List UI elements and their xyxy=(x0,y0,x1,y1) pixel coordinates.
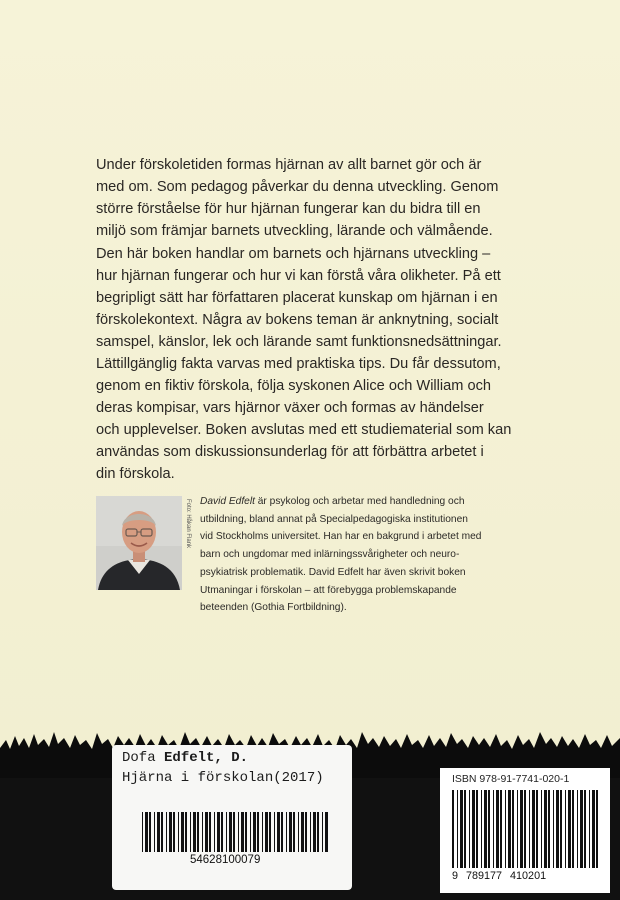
barcode-bar xyxy=(544,790,547,868)
isbn-barcode xyxy=(450,790,600,868)
blurb-paragraph-3: Lättillgänglig fakta varvas med praktiska tips. Du får dessutom, genom en fiktiv förskola, följa syskonen Alice och William och deras kompisar, vars hjärnor växer och formas av händelser och upplevelser. Boken avslutas med ett studiematerial som kan användas som diskussionsunderlag för att förbättra arbetet i din förskola. xyxy=(96,356,512,482)
barcode-bar xyxy=(265,812,268,852)
barcode-bar xyxy=(529,790,530,868)
barcode-bar xyxy=(262,812,263,852)
isbn-digits: 9 789177 410201 xyxy=(452,870,547,882)
barcode-bar xyxy=(472,790,475,868)
barcode-bar xyxy=(214,812,215,852)
barcode-bar xyxy=(592,790,595,868)
barcode-bar xyxy=(305,812,307,852)
barcode-bar xyxy=(142,812,143,852)
barcode-bar xyxy=(238,812,239,852)
barcode-bar xyxy=(289,812,292,852)
barcode-bar xyxy=(149,812,151,852)
photo-credit: Foto: Håkan Flank xyxy=(185,499,191,549)
barcode-bar xyxy=(286,812,287,852)
barcode-bar xyxy=(226,812,227,852)
barcode-bar xyxy=(512,790,514,868)
barcode-bar xyxy=(269,812,271,852)
barcode-bar xyxy=(310,812,311,852)
barcode-bar xyxy=(488,790,490,868)
library-title-line: Hjärna i förskolan(2017) xyxy=(122,770,324,786)
barcode-bar xyxy=(169,812,172,852)
barcode-bar xyxy=(484,790,487,868)
barcode-bar xyxy=(257,812,259,852)
barcode-bar xyxy=(553,790,554,868)
barcode-bar xyxy=(452,790,454,868)
barcode-bar xyxy=(298,812,299,852)
barcode-bar xyxy=(460,790,463,868)
barcode-bar xyxy=(317,812,319,852)
barcode-bar xyxy=(313,812,316,852)
barcode-bar xyxy=(508,790,511,868)
barcode-bar xyxy=(274,812,275,852)
barcode-bar xyxy=(596,790,598,868)
barcode-bar xyxy=(496,790,499,868)
barcode-bar xyxy=(145,812,148,852)
barcode-bar xyxy=(229,812,232,852)
barcode-bar xyxy=(281,812,283,852)
barcode-bar xyxy=(178,812,179,852)
barcode-bar xyxy=(217,812,220,852)
barcode-bar xyxy=(580,790,583,868)
barcode-bar xyxy=(301,812,304,852)
barcode-bar xyxy=(517,790,518,868)
barcode-bar xyxy=(469,790,470,868)
barcode-bar xyxy=(209,812,211,852)
barcode-bar xyxy=(493,790,494,868)
barcode-bar xyxy=(565,790,566,868)
barcode-bar xyxy=(541,790,542,868)
barcode-bar xyxy=(532,790,535,868)
barcode-bar xyxy=(233,812,235,852)
isbn-label: ISBN 978-91-7741-020-1 xyxy=(452,773,570,785)
barcode-bar xyxy=(505,790,506,868)
barcode-bar xyxy=(568,790,571,868)
barcode-bar xyxy=(221,812,223,852)
barcode-bar xyxy=(154,812,155,852)
barcode-bar xyxy=(500,790,502,868)
barcode-bar xyxy=(560,790,562,868)
barcode-bar xyxy=(161,812,163,852)
library-barcode xyxy=(140,812,330,852)
barcode-bar xyxy=(250,812,251,852)
barcode-bar xyxy=(322,812,323,852)
barcode-bar xyxy=(584,790,586,868)
author-photo xyxy=(96,496,182,590)
barcode-bar xyxy=(548,790,550,868)
barcode-bar xyxy=(181,812,184,852)
author-name: David Edfelt xyxy=(200,496,255,507)
barcode-bar xyxy=(202,812,203,852)
barcode-bar xyxy=(193,812,196,852)
barcode-bar xyxy=(205,812,208,852)
barcode-bar xyxy=(325,812,328,852)
barcode-bar xyxy=(481,790,482,868)
blurb-paragraph-2: Den här boken handlar om barnets och hjärnans utveckling – hur hjärnan fungerar och hur vi kan förstå våra olikheter. På ett begripligt sätt har författaren placerat kunskap om hjärnan i en förskolekontext. Några av bokens teman är anknytning, socialt samspel, känslor, lek och lärande samt funktionsnedsättningar. xyxy=(96,246,502,350)
barcode-bar xyxy=(197,812,199,852)
barcode-bar xyxy=(556,790,559,868)
barcode-bar xyxy=(253,812,256,852)
barcode-bar xyxy=(277,812,280,852)
barcode-bar xyxy=(173,812,175,852)
barcode-bar xyxy=(166,812,167,852)
barcode-bar xyxy=(157,812,160,852)
barcode-bar xyxy=(457,790,458,868)
barcode-bar xyxy=(190,812,191,852)
barcode-bar xyxy=(185,812,187,852)
barcode-bar xyxy=(536,790,538,868)
barcode-bar xyxy=(245,812,247,852)
barcode-bar xyxy=(589,790,590,868)
library-shelf-code: Dofa Edfelt, D. xyxy=(122,750,249,766)
barcode-bar xyxy=(577,790,578,868)
blurb-paragraph-1: Under förskoletiden formas hjärnan av allt barnet gör och är med om. Som pedagog påverkar du denna utveckling. Genom större förståelse för hur hjärnan fungerar kan du bidra till en miljö som främjar barnets utveckling, lärande och välmående. xyxy=(96,157,499,239)
barcode-bar xyxy=(524,790,526,868)
barcode-bar xyxy=(572,790,574,868)
barcode-bar xyxy=(241,812,244,852)
barcode-bar xyxy=(293,812,295,852)
barcode-bar xyxy=(476,790,478,868)
barcode-bar xyxy=(520,790,523,868)
barcode-bar xyxy=(464,790,466,868)
library-barcode-number: 54628100079 xyxy=(190,854,261,866)
author-portrait-illustration xyxy=(96,496,182,590)
author-bio: David Edfelt är psykolog och arbetar med handledning och utbildning, bland annat på Specialpedagogiska institutionen vid Stockholms universitet. Han har en bakgrund i arbetet med barn och ungdomar med inlärningssvårigheter och neuro- psykiatrisk problematik. David Edfelt har även skrivit boken Utmaningar i förskolan – att förebygga problemskapande beteenden (Gothia Fortbildning). xyxy=(200,496,482,614)
